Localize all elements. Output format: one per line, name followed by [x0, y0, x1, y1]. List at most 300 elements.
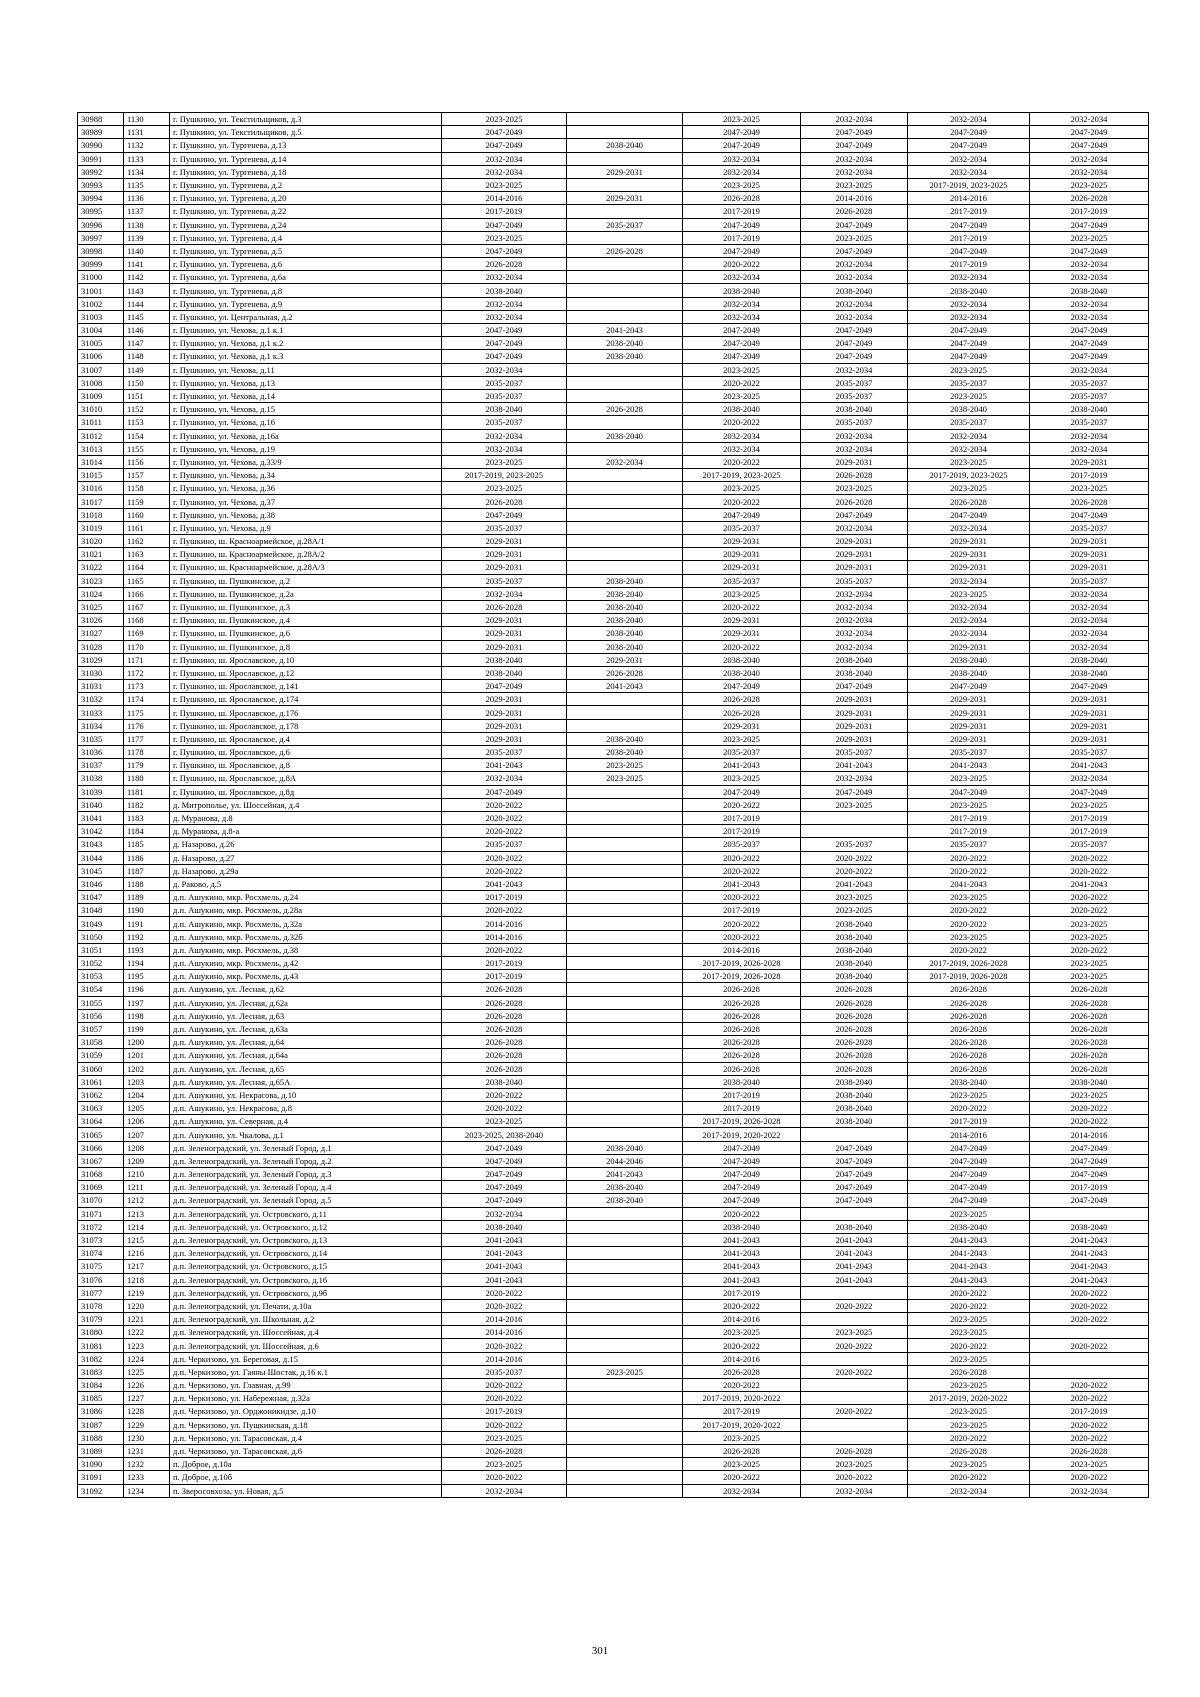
table-cell: д.п. Ашукино, ул. Некрасова, д.10 — [170, 1088, 442, 1101]
table-cell: п. Доброе, д.10а — [170, 1458, 442, 1471]
table-cell: 2026-2028 — [442, 1009, 567, 1022]
table-cell: 2029-2031 — [1030, 719, 1149, 732]
table-cell: 31030 — [78, 666, 124, 679]
table-cell — [567, 508, 683, 521]
table-cell: 2023-2025 — [908, 587, 1030, 600]
table-cell: 2038-2040 — [567, 429, 683, 442]
table-cell: 2038-2040 — [801, 1102, 908, 1115]
table-cell: 2029-2031 — [801, 535, 908, 548]
table-row — [78, 1141, 1149, 1154]
table-cell: 2026-2028 — [1030, 1009, 1149, 1022]
table-cell: 1164 — [124, 561, 170, 574]
table-cell: 2029-2031 — [442, 627, 567, 640]
table-row — [78, 970, 1149, 983]
table-cell: 2020-2022 — [683, 600, 801, 613]
table-cell: 2029-2031 — [1030, 693, 1149, 706]
table-cell: 2023-2025 — [801, 178, 908, 191]
table-cell: г. Пушкино, ул. Тургенева, д.18 — [170, 165, 442, 178]
table-row — [78, 442, 1149, 455]
table-cell: 31044 — [78, 851, 124, 864]
table-cell: г. Пушкино, ш. Ярославское, д.4 — [170, 732, 442, 745]
table-cell: 1203 — [124, 1075, 170, 1088]
table-cell: 2041-2043 — [442, 1273, 567, 1286]
table-cell — [801, 1431, 908, 1444]
table-cell — [567, 363, 683, 376]
table-cell: 2038-2040 — [442, 653, 567, 666]
table-cell: 2035-2037 — [442, 1365, 567, 1378]
table-cell — [567, 1379, 683, 1392]
table-cell: 1157 — [124, 469, 170, 482]
table-cell: 31053 — [78, 970, 124, 983]
table-cell: 2020-2022 — [442, 1418, 567, 1431]
table-cell — [567, 442, 683, 455]
table-cell — [567, 957, 683, 970]
table-cell — [567, 521, 683, 534]
table-cell: 2029-2031 — [567, 192, 683, 205]
table-cell: 2035-2037 — [1030, 376, 1149, 389]
table-cell: 2023-2025 — [908, 1326, 1030, 1339]
table-cell — [567, 1009, 683, 1022]
table-cell: 31054 — [78, 983, 124, 996]
table-row — [78, 231, 1149, 244]
table-row — [78, 600, 1149, 613]
table-cell: 30996 — [78, 218, 124, 231]
table-cell: 2026-2028 — [801, 1062, 908, 1075]
table-cell: 2026-2028 — [442, 495, 567, 508]
table-cell: 2017-2019, 2026-2028 — [683, 1115, 801, 1128]
table-cell: 1211 — [124, 1181, 170, 1194]
table-cell: 31086 — [78, 1405, 124, 1418]
table-cell: 2038-2040 — [442, 666, 567, 679]
table-cell: г. Пушкино, ул. Тургенева, д.22 — [170, 205, 442, 218]
table-cell: 2038-2040 — [801, 666, 908, 679]
table-cell: 2026-2028 — [801, 996, 908, 1009]
table-cell: 2032-2034 — [1030, 1484, 1149, 1497]
table-cell: 2020-2022 — [683, 1471, 801, 1484]
table-cell: 2038-2040 — [1030, 403, 1149, 416]
table-cell: 2032-2034 — [801, 614, 908, 627]
table-cell: 2026-2028 — [908, 1444, 1030, 1457]
table-cell: 1216 — [124, 1247, 170, 1260]
table-cell — [567, 535, 683, 548]
table-cell: 2047-2049 — [801, 218, 908, 231]
table-cell: 2020-2022 — [442, 864, 567, 877]
table-cell: 2032-2034 — [1030, 614, 1149, 627]
table-row — [78, 1444, 1149, 1457]
table-cell: г. Пушкино, ул. Чехова, д.16а — [170, 429, 442, 442]
table-cell: 2047-2049 — [683, 218, 801, 231]
housing-schedule-table — [77, 112, 1149, 1498]
table-cell: д.п. Зеленоградский, ул. Печати, д.10а — [170, 1299, 442, 1312]
table-cell: 2047-2049 — [442, 218, 567, 231]
table-row — [78, 1247, 1149, 1260]
table-cell: 2023-2025 — [442, 1458, 567, 1471]
table-cell: г. Пушкино, ш. Пушкинское, д.6 — [170, 627, 442, 640]
table-cell: 2047-2049 — [1030, 139, 1149, 152]
table-cell — [567, 1115, 683, 1128]
table-cell: 2029-2031 — [908, 548, 1030, 561]
table-cell: 2023-2025 — [442, 1115, 567, 1128]
table-row — [78, 680, 1149, 693]
table-cell: 30999 — [78, 258, 124, 271]
table-cell: 31071 — [78, 1207, 124, 1220]
table-cell: 1232 — [124, 1458, 170, 1471]
table-cell: 31006 — [78, 350, 124, 363]
table-row — [78, 1194, 1149, 1207]
table-cell: 1144 — [124, 297, 170, 310]
table-cell: 2032-2034 — [908, 521, 1030, 534]
table-row — [78, 640, 1149, 653]
table-cell: 31018 — [78, 508, 124, 521]
table-row — [78, 1049, 1149, 1062]
table-cell: 2047-2049 — [908, 1181, 1030, 1194]
table-cell: г. Пушкино, ш. Ярославское, д.176 — [170, 706, 442, 719]
table-cell: г. Пушкино, ул. Чехова, д.36 — [170, 482, 442, 495]
table-row — [78, 811, 1149, 824]
table-row — [78, 904, 1149, 917]
table-cell: п. Зверосовхоза, ул. Новая, д.5 — [170, 1484, 442, 1497]
table-row — [78, 521, 1149, 534]
table-cell — [801, 1392, 908, 1405]
table-cell: 2023-2025 — [567, 772, 683, 785]
table-cell — [567, 376, 683, 389]
table-cell: 2035-2037 — [442, 574, 567, 587]
table-cell: 1196 — [124, 983, 170, 996]
table-cell: 2020-2022 — [683, 1379, 801, 1392]
table-cell: 2038-2040 — [1030, 284, 1149, 297]
table-cell: 2029-2031 — [442, 719, 567, 732]
table-cell: 2026-2028 — [442, 1022, 567, 1035]
table-cell: 2038-2040 — [567, 139, 683, 152]
table-cell — [567, 838, 683, 851]
table-cell: д.п. Зеленоградский, ул. Зеленый Город, д.2 — [170, 1154, 442, 1167]
table-cell: 2029-2031 — [908, 719, 1030, 732]
table-cell: 2023-2025 — [683, 1431, 801, 1444]
table-cell — [567, 231, 683, 244]
table-cell: 31039 — [78, 785, 124, 798]
table-cell: 2029-2031 — [683, 614, 801, 627]
table-cell: 2047-2049 — [801, 324, 908, 337]
table-cell: 31064 — [78, 1115, 124, 1128]
table-row — [78, 1128, 1149, 1141]
table-cell: 1142 — [124, 271, 170, 284]
table-cell: 2023-2025 — [1030, 1458, 1149, 1471]
table-row — [78, 1365, 1149, 1378]
table-row — [78, 1379, 1149, 1392]
table-cell: 2032-2034 — [1030, 152, 1149, 165]
table-cell: 2017-2019 — [683, 1088, 801, 1101]
table-cell: 2020-2022 — [908, 917, 1030, 930]
table-cell: 30997 — [78, 231, 124, 244]
table-cell: г. Пушкино, ш. Ярославское, д.174 — [170, 693, 442, 706]
table-cell: г. Пушкино, ш. Пушкинское, д.3 — [170, 600, 442, 613]
table-cell: 2032-2034 — [1030, 442, 1149, 455]
table-cell: 2026-2028 — [442, 996, 567, 1009]
table-cell: г. Пушкино, ш. Ярославское, д.8А — [170, 772, 442, 785]
table-cell: 2017-2019 — [442, 970, 567, 983]
table-cell: 1173 — [124, 680, 170, 693]
table-cell: г. Пушкино, ш. Красноармейское, д.28А/3 — [170, 561, 442, 574]
table-cell — [567, 1075, 683, 1088]
table-cell: 1165 — [124, 574, 170, 587]
table-cell: 31051 — [78, 943, 124, 956]
table-cell: 2026-2028 — [908, 1022, 1030, 1035]
table-row — [78, 324, 1149, 337]
table-cell: 2047-2049 — [908, 1168, 1030, 1181]
table-cell: 1150 — [124, 376, 170, 389]
table-cell: 1191 — [124, 917, 170, 930]
table-cell: 31025 — [78, 600, 124, 613]
table-cell — [567, 205, 683, 218]
table-cell: 2047-2049 — [442, 1154, 567, 1167]
table-cell: д.п. Зеленоградский, ул. Школьная, д.2 — [170, 1313, 442, 1326]
table-row — [78, 838, 1149, 851]
table-cell: 2047-2049 — [801, 350, 908, 363]
table-cell — [567, 1036, 683, 1049]
table-cell: 1166 — [124, 587, 170, 600]
table-cell: 2041-2043 — [442, 1260, 567, 1273]
table-cell: 1148 — [124, 350, 170, 363]
table-cell: 2035-2037 — [442, 838, 567, 851]
table-row — [78, 759, 1149, 772]
table-cell: 31090 — [78, 1458, 124, 1471]
table-cell: 2029-2031 — [801, 693, 908, 706]
table-cell — [567, 798, 683, 811]
table-cell: 2023-2025 — [442, 1431, 567, 1444]
table-cell: 1220 — [124, 1299, 170, 1312]
table-cell: 2047-2049 — [1030, 1141, 1149, 1154]
table-cell — [567, 1128, 683, 1141]
table-cell: г. Пушкино, ул. Тургенева, д.24 — [170, 218, 442, 231]
table-cell: 2029-2031 — [1030, 706, 1149, 719]
table-cell: 2032-2034 — [801, 772, 908, 785]
table-cell: 2038-2040 — [801, 943, 908, 956]
table-cell: 31023 — [78, 574, 124, 587]
table-row — [78, 1458, 1149, 1471]
table-cell: 2026-2028 — [442, 600, 567, 613]
table-cell: 1204 — [124, 1088, 170, 1101]
table-cell: 2041-2043 — [442, 877, 567, 890]
table-cell: 2047-2049 — [442, 508, 567, 521]
table-cell: 2026-2028 — [442, 983, 567, 996]
table-cell: 2032-2034 — [442, 1207, 567, 1220]
table-cell — [567, 1339, 683, 1352]
table-cell: 31087 — [78, 1418, 124, 1431]
table-cell: 1155 — [124, 442, 170, 455]
table-cell: 1222 — [124, 1326, 170, 1339]
table-cell: 2041-2043 — [567, 324, 683, 337]
table-cell: 2023-2025 — [442, 231, 567, 244]
table-cell: 2041-2043 — [683, 877, 801, 890]
table-cell: 2032-2034 — [442, 1484, 567, 1497]
table-cell: 2020-2022 — [683, 416, 801, 429]
table-cell: 2047-2049 — [683, 139, 801, 152]
table-cell: 1167 — [124, 600, 170, 613]
table-cell: 2032-2034 — [1030, 772, 1149, 785]
table-cell: 2032-2034 — [801, 587, 908, 600]
table-row — [78, 376, 1149, 389]
table-cell — [567, 877, 683, 890]
table-cell: 2023-2025 — [567, 1365, 683, 1378]
table-cell: 2029-2031 — [908, 693, 1030, 706]
table-cell: 2035-2037 — [1030, 838, 1149, 851]
table-cell: 2035-2037 — [908, 416, 1030, 429]
table-cell: 2029-2031 — [683, 561, 801, 574]
table-cell: 2023-2025 — [442, 178, 567, 191]
table-cell: 2020-2022 — [1030, 1339, 1149, 1352]
table-cell: 31074 — [78, 1247, 124, 1260]
table-cell: 2038-2040 — [801, 970, 908, 983]
table-cell: 2026-2028 — [908, 495, 1030, 508]
table-cell: 2038-2040 — [1030, 1075, 1149, 1088]
table-cell — [567, 1022, 683, 1035]
table-row — [78, 1286, 1149, 1299]
table-cell: 1169 — [124, 627, 170, 640]
table-row — [78, 825, 1149, 838]
table-row — [78, 192, 1149, 205]
table-cell: 2017-2019, 2023-2025 — [908, 469, 1030, 482]
table-cell — [567, 1088, 683, 1101]
table-cell: 2014-2016 — [683, 943, 801, 956]
table-cell: 2038-2040 — [1030, 1220, 1149, 1233]
table-cell: г. Пушкино, ш. Красноармейское, д.28А/1 — [170, 535, 442, 548]
table-row — [78, 732, 1149, 745]
table-cell: 2041-2043 — [801, 877, 908, 890]
table-cell: г. Пушкино, ш. Красноармейское, д.28А/2 — [170, 548, 442, 561]
table-cell: д.п. Ашукино, ул. Лесная, д.63 — [170, 1009, 442, 1022]
table-row — [78, 746, 1149, 759]
table-cell: 2026-2028 — [1030, 983, 1149, 996]
table-cell: 2026-2028 — [801, 205, 908, 218]
table-cell: г. Пушкино, ул. Чехова, д.16 — [170, 416, 442, 429]
table-cell: 2023-2025 — [908, 1352, 1030, 1365]
table-cell: 2035-2037 — [801, 838, 908, 851]
table-row — [78, 244, 1149, 257]
table-cell: 2047-2049 — [442, 1181, 567, 1194]
table-cell: 2017-2019 — [683, 205, 801, 218]
table-cell: 1152 — [124, 403, 170, 416]
table-cell: 2035-2037 — [908, 838, 1030, 851]
table-row — [78, 455, 1149, 468]
table-cell — [567, 851, 683, 864]
table-row — [78, 165, 1149, 178]
table-cell: 2029-2031 — [801, 561, 908, 574]
table-cell: г. Пушкино, ул. Текстильщиков, д.5 — [170, 126, 442, 139]
table-cell: 2014-2016 — [683, 1352, 801, 1365]
table-cell: 2026-2028 — [1030, 495, 1149, 508]
table-cell: 30991 — [78, 152, 124, 165]
table-cell: 1160 — [124, 508, 170, 521]
table-cell: 31055 — [78, 996, 124, 1009]
table-cell: 1194 — [124, 957, 170, 970]
table-cell: д.п. Ашукино, мкр. Росхмель, д.43 — [170, 970, 442, 983]
table-cell: 2032-2034 — [683, 152, 801, 165]
table-cell: 2038-2040 — [801, 1075, 908, 1088]
table-row — [78, 574, 1149, 587]
table-cell: 1192 — [124, 930, 170, 943]
table-cell: 2041-2043 — [683, 1233, 801, 1246]
table-cell: 2023-2025 — [683, 482, 801, 495]
table-row — [78, 957, 1149, 970]
table-cell: 2026-2028 — [801, 495, 908, 508]
table-cell: 2047-2049 — [1030, 350, 1149, 363]
table-cell: 1151 — [124, 389, 170, 402]
table-cell: 2032-2034 — [442, 310, 567, 323]
table-cell: 2038-2040 — [442, 1075, 567, 1088]
table-cell: 2041-2043 — [567, 680, 683, 693]
table-cell: 1156 — [124, 455, 170, 468]
table-cell: д.п. Черкизово, ул. Набережная, д.32а — [170, 1392, 442, 1405]
table-cell — [567, 1471, 683, 1484]
table-cell: 2029-2031 — [442, 614, 567, 627]
table-cell: 2038-2040 — [567, 600, 683, 613]
table-row — [78, 548, 1149, 561]
table-row — [78, 152, 1149, 165]
table-cell: 2023-2025 — [801, 482, 908, 495]
table-cell: 2020-2022 — [908, 864, 1030, 877]
table-cell: 2017-2019 — [908, 205, 1030, 218]
table-cell: 2017-2019 — [1030, 205, 1149, 218]
table-cell: 2023-2025 — [908, 1088, 1030, 1101]
table-cell: г. Пушкино, ул. Текстильщиков, д.3 — [170, 113, 442, 126]
table-row — [78, 1075, 1149, 1088]
table-cell: 31038 — [78, 772, 124, 785]
table-cell: 2032-2034 — [1030, 627, 1149, 640]
table-cell: 31019 — [78, 521, 124, 534]
table-cell: 2041-2043 — [683, 1247, 801, 1260]
table-cell: 2020-2022 — [801, 1405, 908, 1418]
table-cell: 2023-2025 — [683, 389, 801, 402]
table-cell: 2032-2034 — [801, 640, 908, 653]
table-cell: 2023-2025 — [1030, 970, 1149, 983]
table-row — [78, 1484, 1149, 1497]
table-cell: 2032-2034 — [801, 1484, 908, 1497]
table-cell: 1159 — [124, 495, 170, 508]
table-cell: 31059 — [78, 1049, 124, 1062]
table-cell: 1143 — [124, 284, 170, 297]
table-cell: 2017-2019 — [683, 1286, 801, 1299]
table-cell: 2032-2034 — [683, 271, 801, 284]
table-cell: г. Пушкино, ул. Тургенева, д.9 — [170, 297, 442, 310]
table-cell: 2047-2049 — [801, 680, 908, 693]
table-cell: 2020-2022 — [1030, 1379, 1149, 1392]
table-cell: 2047-2049 — [683, 1168, 801, 1181]
table-cell: д.п. Черкизово, ул. Береговая, д.15 — [170, 1352, 442, 1365]
table-cell: 2035-2037 — [1030, 746, 1149, 759]
table-cell: г. Пушкино, ул. Чехова, д.1 к.3 — [170, 350, 442, 363]
table-cell: д.п. Ашукино, мкр. Росхмель, д.32а — [170, 917, 442, 930]
table-cell — [567, 1233, 683, 1246]
table-cell: 31063 — [78, 1102, 124, 1115]
table-cell: г. Пушкино, ул. Тургенева, д.13 — [170, 139, 442, 152]
table-cell: 1161 — [124, 521, 170, 534]
table-cell: 2020-2022 — [1030, 1418, 1149, 1431]
table-cell: г. Пушкино, ш. Ярославское, д.141 — [170, 680, 442, 693]
table-cell — [1030, 1365, 1149, 1378]
table-cell: д.п. Ашукино, ул. Лесная, д.65А — [170, 1075, 442, 1088]
table-cell: 2038-2040 — [683, 1075, 801, 1088]
table-cell: 2020-2022 — [442, 1286, 567, 1299]
table-cell: 2023-2025 — [908, 1313, 1030, 1326]
table-row — [78, 508, 1149, 521]
table-cell: 2032-2034 — [801, 271, 908, 284]
table-cell: 2035-2037 — [683, 574, 801, 587]
table-cell: г. Пушкино, ш. Пушкинское, д.2 — [170, 574, 442, 587]
table-row — [78, 851, 1149, 864]
table-row — [78, 1392, 1149, 1405]
table-cell: 2047-2049 — [683, 1154, 801, 1167]
table-cell: 2047-2049 — [801, 139, 908, 152]
